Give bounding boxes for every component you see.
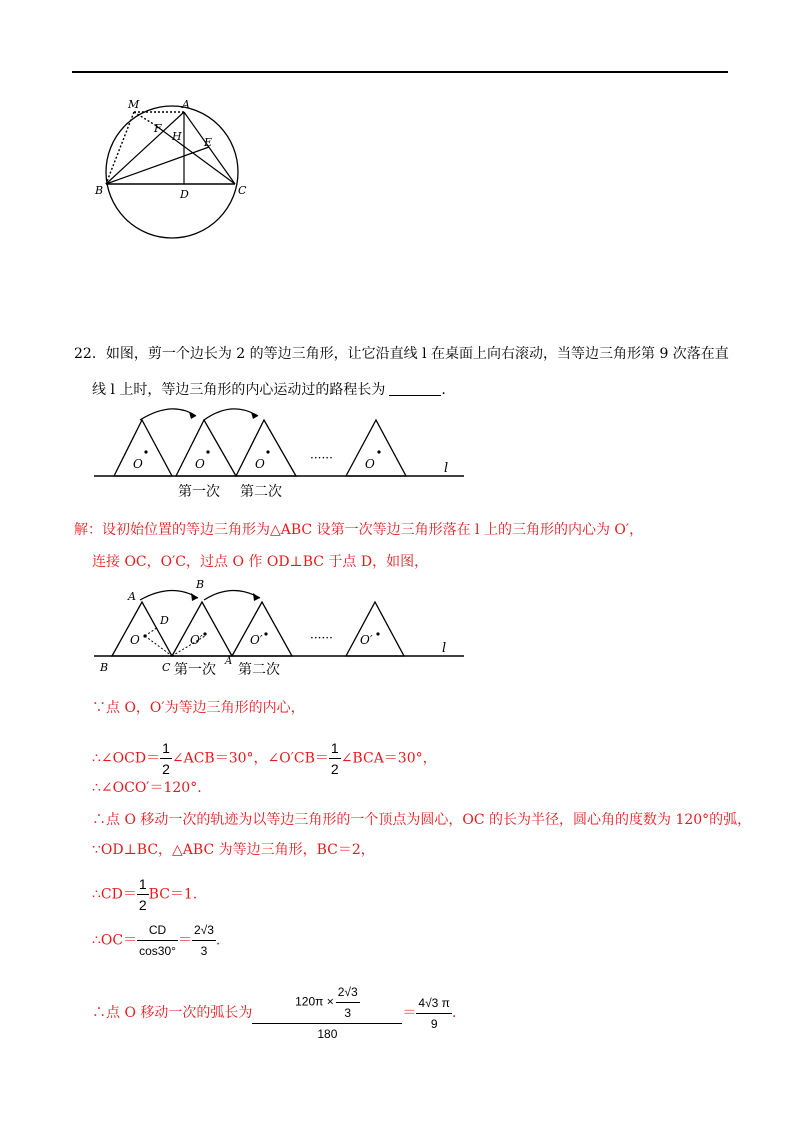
caption-second-2: 第二次 (238, 662, 280, 678)
label-b-top: B (196, 578, 205, 591)
label-d: D (160, 614, 169, 627)
question-line-2-text: 线 l 上时，等边三角形的内心运动过的路程长为 (92, 382, 386, 398)
o-label-1: O (133, 457, 143, 471)
fraction-arc-length: 120π × $\frac{2√3}{3}$ 180 (252, 982, 402, 1044)
label-a-top: A (128, 590, 136, 603)
solution-line-8 (92, 874, 197, 915)
fraction-half-3: $\frac{1}{2}$ (138, 876, 147, 913)
label-c: C (238, 184, 247, 197)
solution-line-7: ∵OD⊥BC，△ABC 为等边三角形，BC＝2， (92, 842, 375, 858)
o-label-4: O (365, 457, 375, 471)
caption-first: 第一次 (178, 484, 220, 500)
fraction-4root3-9-pi: $\frac{4√3 \pi}{9}$ (416, 993, 452, 1034)
answer-blank (389, 381, 441, 396)
line4-b: ∠ACB＝30°，∠O′CB＝ (171, 750, 329, 767)
line9-c: . (215, 932, 221, 949)
line4-c: ∠BCA＝30°， (340, 750, 437, 767)
label-a: A (182, 98, 190, 111)
line10-b: ＝ (402, 1005, 417, 1021)
line8-b: BC＝1. (148, 886, 198, 903)
label-o-prime-1: O′ (190, 633, 203, 647)
label-b: B (95, 184, 104, 197)
line9-b: ＝ (177, 932, 192, 949)
solution-line-4 (92, 738, 437, 779)
solution-line-9 (92, 920, 220, 961)
label-e: E (204, 136, 213, 149)
line8-a: ∴CD＝ (92, 886, 137, 903)
question-line-2-end: . (441, 382, 446, 398)
caption-first-2: 第一次 (174, 662, 216, 678)
fraction-2root3-3-inner: $\frac{2√3}{3}$ (336, 982, 360, 1023)
label-d: D (180, 188, 189, 201)
fraction-2root3-3: $\frac{2√3}{3}$ (192, 920, 216, 961)
arc-numerator: 120π × $\frac{2√3}{3}$ (252, 982, 402, 1024)
o-label-3: O (255, 457, 265, 471)
solution-line-2: 连接 OC，O′C，过点 O 作 OD⊥BC 于点 D，如图， (92, 554, 429, 570)
geometry-figure-circle (92, 92, 252, 252)
ellipsis-2: ······ (310, 631, 333, 645)
solution-triangle-figure (92, 574, 472, 680)
label-b-bottom: B (100, 661, 109, 674)
line10-c: . (451, 1005, 457, 1021)
fraction-half-2: $\frac{1}{2}$ (330, 740, 339, 777)
solution-line-3: ∵点 O，O′为等边三角形的内心， (92, 700, 305, 716)
o-label-2: O (195, 457, 205, 471)
line-l-label-2: l (442, 641, 447, 656)
rolling-triangle-figure (92, 404, 472, 504)
fraction-half-1: $\frac{1}{2}$ (162, 740, 170, 777)
label-o: O (130, 633, 140, 647)
label-o-prime-2: O′ (250, 633, 263, 647)
label-o-prime-3: O′ (360, 633, 373, 647)
ellipsis: ······ (310, 451, 333, 465)
solution-line-10 (92, 982, 456, 1044)
line9-a: ∴OC＝ (92, 932, 138, 949)
solution-line-6: ∴点 O 移动一次的轨迹为以等边三角形的一个顶点为圆心，OC 的长为半径，圆心角的度数为 120°的弧， (92, 812, 752, 828)
question-line-2 (92, 380, 446, 400)
caption-second: 第二次 (240, 484, 282, 500)
question-line-1: 22．如图，剪一个边长为 2 的等边三角形，让它沿直线 l 在桌面上向右滚动，当等边三角形第 9 次落在直 (74, 346, 729, 362)
label-m: M (128, 98, 140, 111)
label-f: F (154, 122, 162, 135)
solution-line-5: ∴∠OCO′＝120°. (92, 780, 202, 796)
label-h: H (172, 130, 182, 143)
label-a-bottom: A (225, 656, 233, 667)
fraction-cd-cos30: $\frac{CD}{\cos 30^\circ}$ (137, 920, 178, 961)
line10-a: ∴点 O 移动一次的弧长为 (92, 1005, 253, 1021)
header-rule (72, 71, 728, 73)
solution-line-1: 解：设初始位置的等边三角形为△ABC 设第一次等边三角形落在 l 上的三角形的内心为 O′， (74, 522, 644, 538)
label-c-bottom: C (162, 661, 171, 674)
line4-a: ∴∠OCD＝ (92, 750, 161, 767)
line-l-label: l (444, 461, 449, 476)
